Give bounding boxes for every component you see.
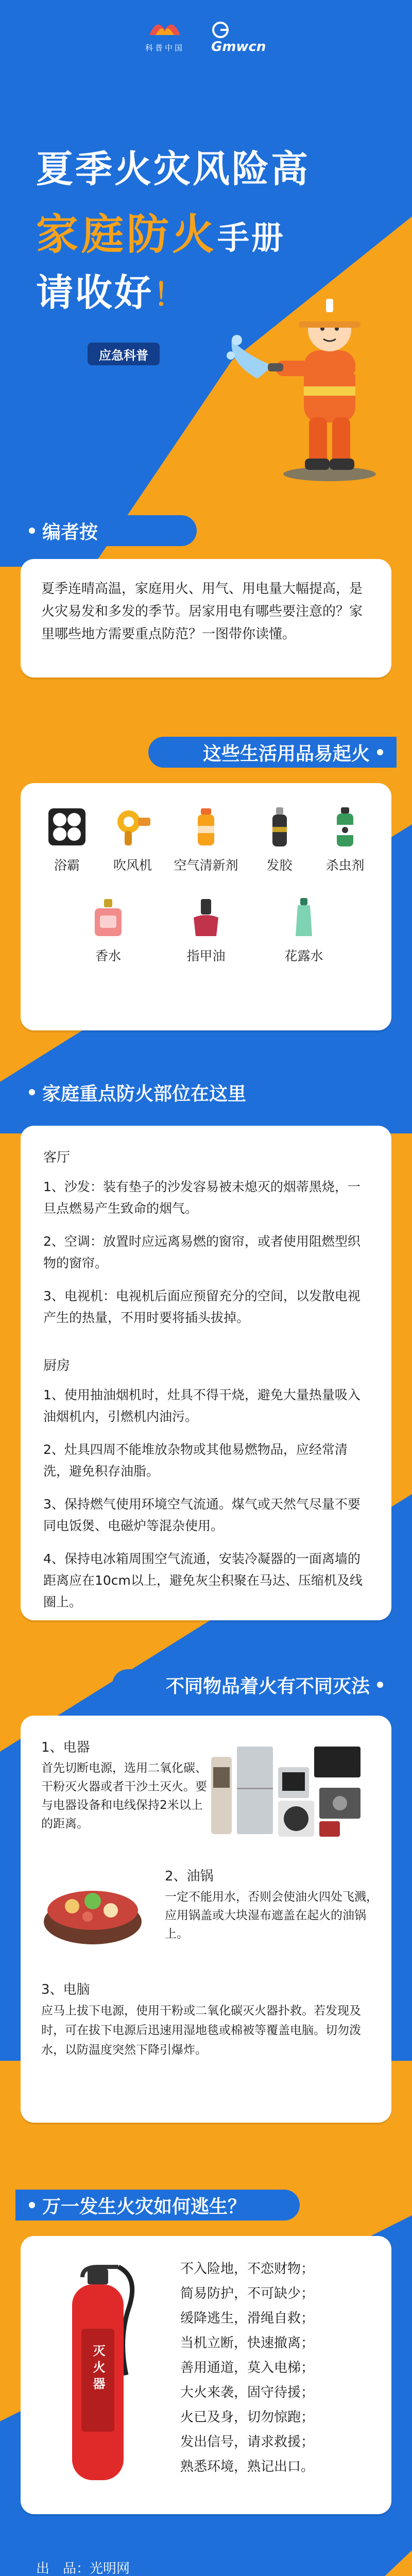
insecticide-icon xyxy=(322,804,368,850)
escape-tip: 当机立断，快速撤离； xyxy=(180,2335,315,2351)
item-hairspray xyxy=(249,804,311,874)
area-group-kitchen xyxy=(43,1354,369,1613)
credit-row xyxy=(36,2555,157,2576)
item-nail-polish xyxy=(175,894,237,964)
method-title: 3、电脑 xyxy=(41,1982,90,1997)
areas-card xyxy=(21,1126,391,1620)
kepu-logo xyxy=(134,14,196,53)
badge xyxy=(88,343,160,365)
item-hair-dryer xyxy=(102,804,164,874)
gmw-logo xyxy=(211,21,283,55)
items-heading: 这些生活用品易起火 xyxy=(202,743,370,765)
item-label: 吹风机 xyxy=(113,858,152,873)
method-text: 一定不能用水，否则会使油火四处飞溅，应用锅盖或大块湿布遮盖在起火的油锅上。 xyxy=(165,1890,378,1941)
areas-heading-tab xyxy=(15,1077,300,1108)
kepu-logo-text: 科普中国 xyxy=(145,43,184,53)
heading-dot xyxy=(29,1089,35,1095)
escape-tip: 不入险地，不恋财物； xyxy=(180,2261,315,2277)
escape-heading-tab xyxy=(15,2190,300,2221)
escape-tip: 火已及身，切勿惊跑； xyxy=(180,2410,315,2425)
intro-card xyxy=(21,559,391,677)
items-card xyxy=(21,783,391,1030)
methods-heading-tab xyxy=(112,1669,397,1700)
area-point: 3、电视机：电视机后面应预留充分的空间，以发散电视产生的热量，不用时要将插头拔掉。 xyxy=(43,1289,360,1325)
bath-heater-icon xyxy=(44,804,90,850)
item-bath-heater xyxy=(36,804,98,874)
nail-polish-icon xyxy=(183,894,229,941)
item-label: 发胶 xyxy=(266,858,293,873)
area-group-title: 客厅 xyxy=(43,1150,71,1165)
perfume-icon xyxy=(85,894,131,941)
area-point: 4、保持电冰箱周围空气流通，安装冷凝器的一面离墙的距离应在10cm以上，避免灰尘积聚在马达、压缩机及线圈上。 xyxy=(43,1551,363,1609)
credit-label: 出 品： xyxy=(36,2561,90,2576)
method-computer xyxy=(41,1978,371,2060)
escape-heading: 万一发生火灾如何逃生？ xyxy=(42,2196,247,2217)
heading-dot xyxy=(29,2202,35,2208)
item-air-freshener xyxy=(167,804,245,874)
kepu-logo-icon xyxy=(144,14,185,40)
method-electrical xyxy=(41,1736,371,1850)
item-label: 浴霸 xyxy=(54,858,80,873)
item-label: 空气清新剂 xyxy=(174,858,238,873)
item-toilet-water xyxy=(273,894,335,964)
intro-heading-tab xyxy=(15,515,197,546)
area-point: 2、空调：放置时应远离易燃的窗帘，或者使用阻燃型织物的窗帘。 xyxy=(43,1234,360,1270)
escape-tip: 简易防护，不可缺少； xyxy=(180,2286,315,2301)
method-text: 首先切断电源，选用二氧化碳、干粉灭火器或者干沙土灭火。要与电器设备和电线保持2米以上的距离。 xyxy=(41,1761,207,1831)
header xyxy=(0,0,412,464)
escape-tips xyxy=(180,2257,376,2479)
area-point: 1、沙发：装有垫子的沙发容易被未熄灭的烟蒂黑烧，一旦点燃易产生致命的烟气。 xyxy=(43,1179,360,1216)
escape-tip: 善用通道，莫入电梯； xyxy=(180,2360,315,2376)
item-label: 香水 xyxy=(95,948,121,963)
title-highlight: 家庭防火 xyxy=(36,210,218,259)
hotpot-illustration xyxy=(41,1865,144,1947)
method-title: 2、油锅 xyxy=(165,1869,214,1884)
escape-tip: 缓降逃生，滑绳自救； xyxy=(180,2311,315,2326)
item-label: 指甲油 xyxy=(186,948,226,963)
heading-dot xyxy=(377,1682,383,1688)
title-tail: 手册 xyxy=(217,219,286,257)
escape-card xyxy=(21,2236,391,2514)
escape-tip: 大火来袭，固守待援； xyxy=(180,2385,315,2400)
items-heading-tab xyxy=(148,737,397,768)
appliances-illustration xyxy=(206,1736,371,1839)
title-line-1: 夏季火灾风险高 xyxy=(36,147,311,191)
escape-tip: 熟悉环境，熟记出口。 xyxy=(180,2459,315,2475)
item-insecticide xyxy=(314,804,376,874)
credits xyxy=(36,2555,157,2576)
escape-tip: 发出信号，请求救援； xyxy=(180,2434,315,2450)
heading-dot xyxy=(377,749,383,755)
item-label: 花露水 xyxy=(284,948,323,963)
toilet-water-icon xyxy=(281,894,327,941)
item-perfume xyxy=(77,894,139,964)
gmw-logo-icon xyxy=(211,21,230,39)
title-line-2 xyxy=(36,201,285,261)
intro-text: 夏季连晴高温，家庭用火、用气、用电量大幅提高，是火灾易发和多发的季节。居家用电有哪些要注意的？家里哪些地方需要重点防范？一图带你读懂。 xyxy=(41,581,363,642)
methods-card xyxy=(21,1716,391,2123)
footer xyxy=(0,2550,412,2576)
items-row-2 xyxy=(36,894,376,964)
area-group-title: 厨房 xyxy=(43,1358,71,1374)
extinguisher-label: 灭火器 xyxy=(91,2344,105,2394)
items-row-1 xyxy=(36,804,376,874)
hair-dryer-icon xyxy=(110,804,156,850)
area-point: 2、灶具四周不能堆放杂物或其他易燃物品，应经常清洗，避免积存油脂。 xyxy=(43,1442,348,1479)
area-point: 1、使用抽油烟机时，灶具不得干烧，避免大量热量吸入油烟机内，引燃机内油污。 xyxy=(43,1387,360,1424)
area-group-living-room xyxy=(43,1146,369,1329)
credit-value: 光明网 xyxy=(90,2561,130,2576)
method-text: 应马上拔下电源，使用干粉或二氧化碳灭火器扑救。若发现及时，可在拔下电源后迅速用湿地毯或棉被等覆盖电脑。切勿泼水，以防温度突然下降引爆炸。 xyxy=(41,2004,361,2057)
hairspray-icon xyxy=(256,804,303,850)
title-line-3-text: 请收好 xyxy=(36,271,154,314)
method-title: 1、电器 xyxy=(41,1740,90,1755)
air-freshener-icon xyxy=(183,804,229,850)
method-oil-pan xyxy=(41,1855,378,1968)
gmw-logo-text: Gmwcn xyxy=(211,39,266,55)
badge-label: 应急科普 xyxy=(99,348,148,363)
area-point: 3、保持燃气使用环境空气流通。煤气或天然气尽量不要同电饭煲、电磁炉等混杂使用。 xyxy=(43,1497,360,1533)
heading-dot xyxy=(29,528,35,534)
title-line-3 xyxy=(36,263,184,316)
areas-heading: 家庭重点防火部位在这里 xyxy=(42,1083,247,1105)
water-spray xyxy=(232,340,273,379)
firefighter-illustration xyxy=(227,268,402,484)
methods-heading: 不同物品着火有不同灭法 xyxy=(165,1675,370,1697)
item-label: 杀虫剂 xyxy=(325,858,365,873)
title-exclaim: ！ xyxy=(153,277,185,313)
intro-heading: 编者按 xyxy=(42,521,98,543)
